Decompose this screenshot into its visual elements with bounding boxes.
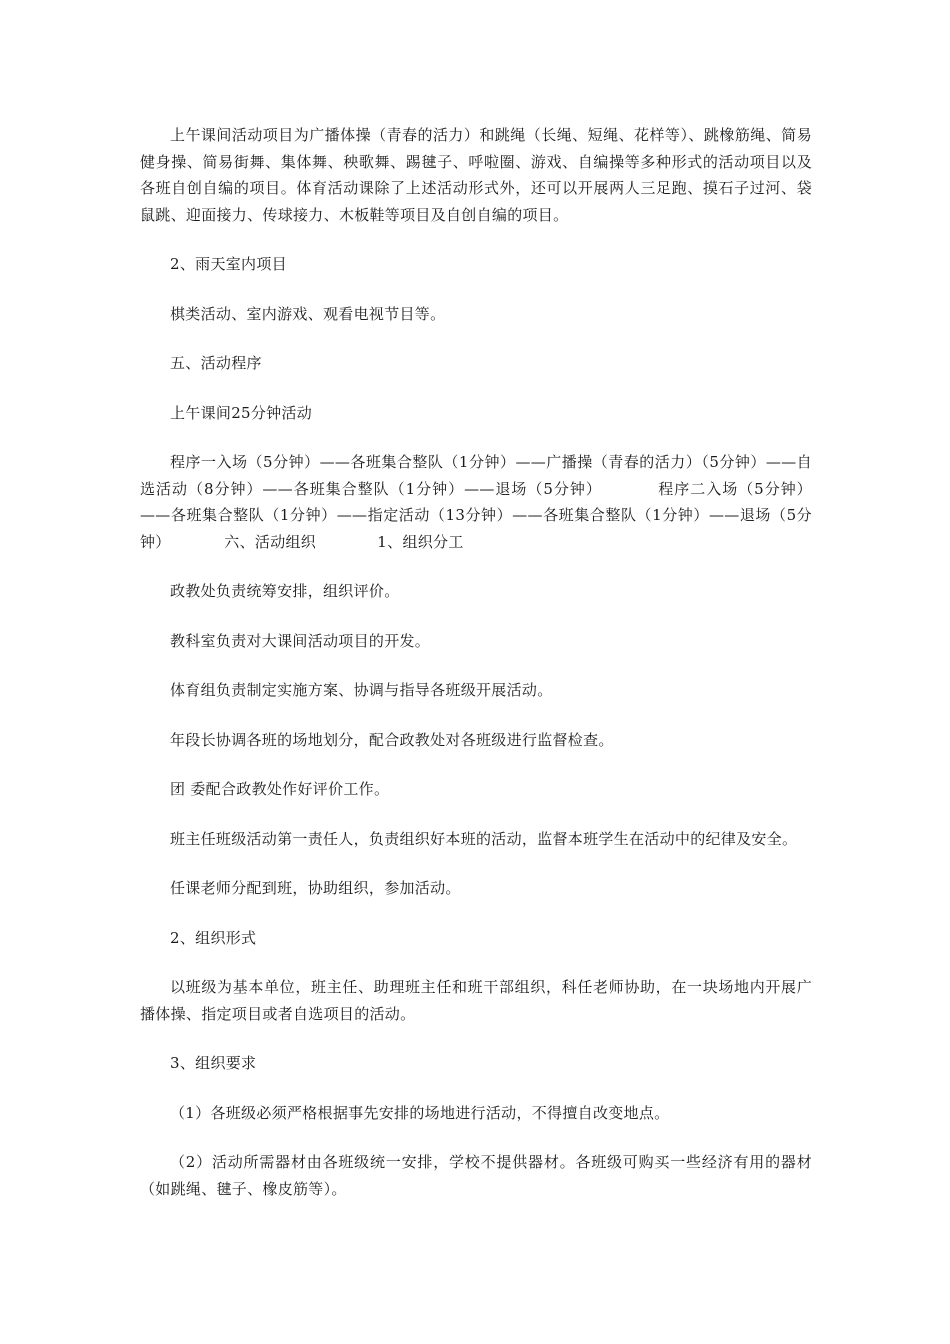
heading-activity-procedure: 五、活动程序 (170, 354, 262, 372)
paragraph-indoor-activities: 棋类活动、室内游戏、观看电视节目等。 (170, 304, 446, 323)
paragraph-youth-league: 团 委配合政教处作好评价工作。 (170, 780, 390, 798)
paragraph-requirement-1: （1）各班级必须严格根据事先安排的场地进行活动，不得擅自改变地点。 (170, 1103, 670, 1122)
paragraph-requirement-2: （2）活动所需器材由各班级统一安排，学校不提供器材。各班级可购买一些经济有用的器材（如跳绳、毽子、橡皮筋等）。 (140, 1153, 812, 1198)
paragraph-organization-form: 以班级为基本单位，班主任、助理班主任和班干部组织，科任老师协助，在一块场地内开展广播体操、指定项目或者自选项目的活动。 (140, 978, 812, 1023)
paragraph-research-office: 教科室负责对大课间活动项目的开发。 (170, 631, 431, 650)
document-page (140, 122, 812, 1202)
paragraph-pe-group: 体育组负责制定实施方案、协调与指导各班级开展活动。 (170, 681, 553, 699)
heading-organization-requirements: 3、组织要求 (170, 1054, 257, 1072)
paragraph-activity-items: 上午课间活动项目为广播体操（青春的活力）和跳绳（长绳、短绳、花样等）、跳橡筋绳、简易健身操、简易街舞、集体舞、秧歌舞、踢毽子、呼啦圈、游戏、自编操等多种形式的活动项目以及各班自创自编的项目。体育活动课除了上述活动形式外，还可以开展两人三足跑、摸石子过河、袋鼠跳、迎面接力、传球接力、木板鞋等项目及自创自编的项目。 (140, 126, 812, 224)
paragraph-grade-leader: 年段长协调各班的场地划分，配合政教处对各班级进行监督检查。 (170, 730, 614, 749)
heading-rainy-day-indoor-items: 2、雨天室内项目 (170, 255, 287, 273)
paragraph-class-teacher: 班主任班级活动第一责任人，负责组织好本班的活动，监督本班学生在活动中的纪律及安全。 (170, 829, 798, 848)
paragraph-political-office: 政教处负责统筹安排，组织评价。 (170, 582, 400, 600)
heading-organization-form: 2、组织形式 (170, 928, 257, 947)
subheading-morning-break: 上午课间25分钟活动 (170, 403, 313, 422)
paragraph-subject-teachers: 任课老师分配到班，协助组织，参加活动。 (170, 879, 461, 897)
paragraph-procedures: 程序一入场（5分钟）——各班集合整队（1分钟）——广播操（青春的活力）（5分钟）——自选活动（8分钟）——各班集合整队（1分钟）——退场（5分钟） 程序二入场（5分钟）——各班集合整队（1分钟）——指定活动（13分钟）——各班集合整队（1分钟）——退场（5分钟） 六、活动组织 1、组织分工 (140, 453, 812, 551)
